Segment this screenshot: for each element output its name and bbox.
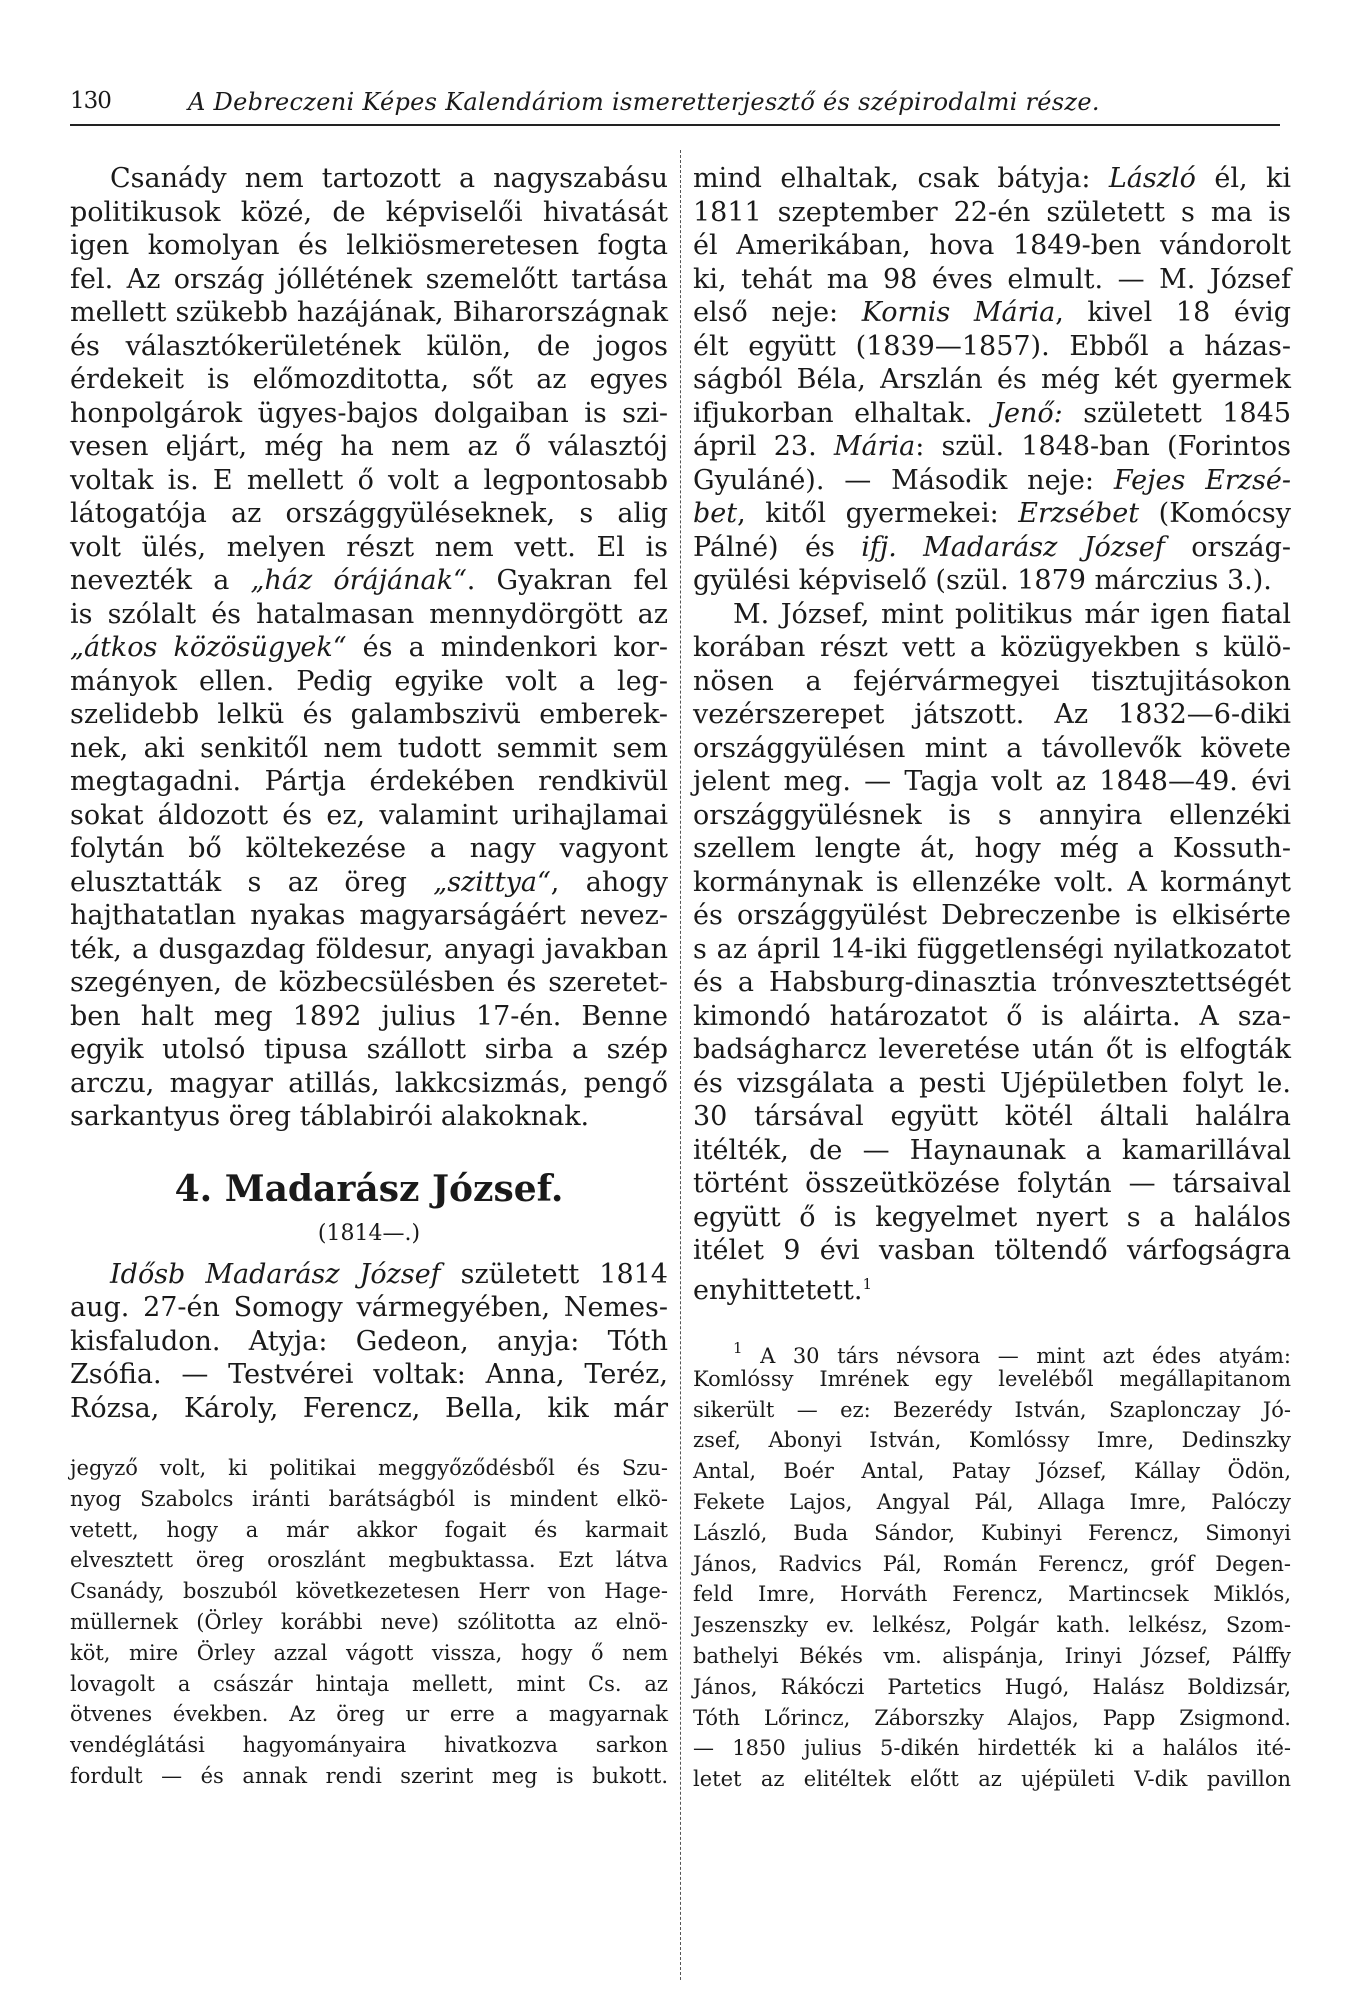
- italic-text: „átkos közösügyek“: [70, 632, 347, 663]
- section-heading: 4. Madarász József.: [174, 1167, 564, 1210]
- text-line: és a Habsburg-dinasztia trónvesztettségét: [693, 967, 1291, 998]
- text-run: A 30 társ névsora — mint azt édes atyám:: [760, 1344, 1291, 1368]
- paragraph-madarasz-intro: [70, 1258, 668, 1426]
- text-run: (Komócsy: [1139, 498, 1291, 529]
- text-run: , ahogy: [550, 866, 668, 898]
- text-line: és országgyülést Debreczenbe is elkisérte: [693, 900, 1291, 931]
- footnote-line: lovagolt a császár hintaja mellett, mint Cs. az: [70, 1671, 668, 1696]
- text-line: szelidebb lelkü és galambszivü emberek-: [70, 699, 668, 730]
- text-line: Csanády nem tartozott a nagyszabásu: [110, 163, 668, 194]
- footnote-line: zsef, Abonyi István, Komlóssy Imre, Dedinszky: [693, 1428, 1291, 1453]
- text-line: aug. 27-én Somogy vármegyében, Nemes-: [70, 1292, 668, 1323]
- continued-footnote: [70, 1453, 668, 1792]
- text-run: Gyuláné). — Második neje:: [693, 464, 1114, 496]
- text-line: [70, 866, 668, 900]
- text-line: megtagadni. Pártja érdekében rendkivül: [70, 766, 668, 797]
- italic-text: bet: [693, 498, 738, 529]
- text-line: [693, 397, 1291, 431]
- footnote: [693, 1333, 1291, 1795]
- footnote-line: letet az elitéltek előtt az ujépületi V-dik pavillon: [693, 1767, 1291, 1792]
- text-line: nek, aki senkitől nem tudott semmit sem: [70, 732, 668, 764]
- italic-text: Erzsébet: [1018, 498, 1140, 529]
- text-line: politikusok közé, de képviselői hivatását: [70, 196, 668, 228]
- text-line: is szólalt és hatalmasan mennydörgött az: [70, 598, 668, 630]
- text-line: szegényen, de közbecsülésben és szeretet-: [70, 967, 668, 998]
- text-line: badságharcz leveretése után őt is elfogták: [693, 1034, 1291, 1065]
- paragraph-family: [693, 162, 1291, 598]
- text-run: első neje:: [693, 297, 862, 328]
- text-run: nevezték a: [70, 565, 251, 596]
- text-line: együtt ő is kegyelmet nyert s a halálos: [693, 1201, 1291, 1233]
- text-run: . Gyakran fel: [466, 565, 668, 596]
- text-line: [693, 1268, 1291, 1306]
- footnote-line: — 1850 julius 5-dikén hirdették ki a halálos ité-: [693, 1736, 1291, 1761]
- footnote-line: ötvenes években. Az öreg ur erre a magyarnak: [70, 1702, 668, 1727]
- footnote-line: bathelyi Békés vm. alispánja, Irinyi József, Pálffy: [693, 1643, 1291, 1668]
- text-line: [693, 162, 1291, 196]
- text-line: [693, 464, 1291, 498]
- footnote-line: Antal, Boér Antal, Patay József, Kállay Ödön,: [693, 1459, 1291, 1484]
- footnote-line: Fekete Lajos, Angyal Pál, Allaga Imre, Palóczy: [693, 1489, 1291, 1514]
- text-line: ságból Béla, Arszlán és még két gyermek: [693, 364, 1291, 395]
- footnote-line: müllernek (Örley korábbi neve) szólitotta az elnö-: [70, 1609, 668, 1634]
- text-run: , kivel 18 évig: [1055, 297, 1291, 328]
- text-line: Rózsa, Károly, Ferencz, Bella, kik már: [70, 1392, 668, 1424]
- text-run: él, ki: [1195, 163, 1291, 194]
- text-line: volt ülés, melyen részt nem vett. El is: [70, 531, 668, 563]
- italic-text: ifj. Madarász József: [861, 531, 1165, 563]
- footnote-line: elvesztett öreg oroszlánt megbuktassa. Ezt látva: [70, 1548, 668, 1573]
- footnote-line: [693, 1333, 1291, 1368]
- italic-text: „szittya“: [433, 866, 551, 898]
- text-line: gyülési képviselő (szül. 1879 márczius 3.).: [693, 565, 1272, 596]
- text-line: [70, 564, 668, 598]
- text-line: mellett szükebb hazájának, Biharországnak: [70, 297, 668, 328]
- text-line: szellem lengte át, hogy még a Kossuth-: [693, 833, 1291, 864]
- text-line: vesen eljárt, még ha nem az ő választój: [70, 431, 668, 462]
- italic-text: Jenő:: [993, 397, 1063, 429]
- text-line: hajthatatlan nyakas magyarságáért nevez-: [70, 900, 668, 931]
- text-line: kormánynak is ellenzéke volt. A kormányt: [693, 866, 1291, 898]
- text-line: látogatója az országgyüléseknek, s alig: [70, 498, 668, 529]
- text-line: Zsófia. — Testvérei voltak: Anna, Teréz,: [70, 1359, 668, 1390]
- text-line: arczu, magyar atillás, lakkcsizmás, pengő: [70, 1067, 668, 1099]
- text-line: 30 társával együtt kötél általi halálra: [693, 1101, 1291, 1132]
- text-line: korában részt vett a közügyekben s külö-: [693, 632, 1291, 663]
- text-line: itélték, de — Haynaunak a kamarillával: [693, 1134, 1291, 1166]
- italic-text: „ház órájának“: [250, 565, 467, 596]
- text-line: sarkantyus öreg táblabirói alakoknak.: [70, 1101, 590, 1132]
- footnote-line: vendéglátási hagyományaira hivatkozva sarkon: [70, 1733, 668, 1758]
- footnote-line: köt, mire Örley azzal vágott vissza, hogy ő nem: [70, 1640, 668, 1665]
- footnote-line: fordult — és annak rendi szerint meg is bukott.: [70, 1763, 668, 1788]
- text-line: voltak is. E mellett ő volt a legpontosabb: [70, 464, 668, 496]
- text-line: folytán bő költekezése a nagy vagyont: [70, 833, 668, 864]
- running-header: [70, 88, 1280, 128]
- footnote-line: Tóth Lőrincz, Záborszky Alajos, Papp Zsigmond.: [693, 1705, 1291, 1730]
- text-line: M. József, mint politikus már igen fiatal: [733, 598, 1291, 630]
- italic-text: Mária: [833, 431, 916, 462]
- text-line: [693, 531, 1291, 565]
- paragraph-csanady: [70, 162, 668, 1134]
- text-line: [70, 1258, 668, 1292]
- footnote-line: János, Rákóczi Partetics Hugó, Halász Boldizsár,: [693, 1674, 1291, 1699]
- section-dates: (1814—.): [317, 1220, 421, 1246]
- italic-text: László: [1108, 163, 1196, 194]
- text-line: s az ápril 14-iki függetlenségi nyilatkozatot: [693, 933, 1291, 965]
- text-run: ápril 23.: [693, 431, 834, 462]
- text-line: országgyülésnek is s annyira ellenzéki: [693, 799, 1291, 831]
- text-run: született 1845: [1062, 397, 1291, 429]
- right-column: [693, 162, 1291, 1795]
- text-line: mányok ellen. Pedig egyike volt a leg-: [70, 665, 668, 697]
- text-run: elusztatták s az öreg: [70, 866, 434, 898]
- text-line: [70, 631, 668, 665]
- text-line: élt együtt (1839—1857). Ebből a házas-: [693, 330, 1291, 362]
- text-line: ben halt meg 1892 julius 17-én. Benne: [70, 1000, 668, 1032]
- text-line: igen komolyan és lelkiösmeretesen fogta: [70, 230, 668, 261]
- footnote-line: Komlóssy Imrének egy leveléből megállapitanom: [693, 1366, 1291, 1391]
- left-column: [70, 162, 668, 1792]
- footnote-line: sikerült — ez: Bezerédy István, Szaplonczay Jó-: [693, 1397, 1291, 1422]
- text-line: kisfaludon. Atyja: Gedeon, anyja: Tóth: [70, 1325, 668, 1357]
- text-line: [693, 296, 1291, 330]
- text-run: született 1814: [440, 1258, 668, 1290]
- running-title: A Debreczeni Képes Kalendáriom ismeretterjesztő és szépirodalmi része.: [188, 88, 1100, 116]
- text-line: történt összeütközése folytán — társaival: [693, 1168, 1291, 1199]
- text-line: honpolgárok ügyes-bajos dolgaiban is szi-: [70, 397, 668, 429]
- italic-text: Kornis Mária: [861, 297, 1056, 328]
- text-run: és a mindenkori kor-: [346, 632, 668, 663]
- column-divider: [680, 150, 681, 1980]
- text-run: Pálné) és: [693, 531, 862, 563]
- text-line: érdekeit is előmozditotta, sőt az egyes: [70, 364, 668, 395]
- text-run: mind elhaltak, csak bátyja:: [693, 163, 1109, 194]
- text-run: ifjukorban elhaltak.: [693, 397, 994, 429]
- italic-text: Fejes Erzsé-: [1113, 464, 1291, 496]
- footnote-line: János, Radvics Pál, Román Ferencz, gróf Degen-: [693, 1551, 1291, 1576]
- text-line: ki, tehát ma 98 éves elmult. — M. József: [693, 263, 1291, 295]
- footnote-line: vetett, hogy a már akkor fogait és karmait: [70, 1517, 668, 1542]
- text-line: sokat áldozott és ez, valamint urihajlamai: [70, 799, 668, 831]
- text-line: [693, 497, 1291, 531]
- text-line: ték, a dusgazdag földesur, anyagi javakban: [70, 933, 668, 965]
- footnote-line: Csanády, boszuból következetesen Herr von Hage-: [70, 1579, 668, 1604]
- footnote-line: László, Buda Sándor, Kubinyi Ferencz, Simonyi: [693, 1520, 1291, 1545]
- text-line: 1811 szeptember 22-én született s ma is: [693, 196, 1291, 228]
- text-line: nösen a fejérvármegyei tisztujitásokon: [693, 665, 1291, 697]
- footnote-marker: 1: [733, 1339, 743, 1357]
- text-line: kimondó határozatot ő is aláirta. A sza-: [693, 1000, 1291, 1032]
- paragraph-politics: [693, 598, 1291, 1306]
- text-line: és választókerületének külön, de jogos: [70, 330, 668, 362]
- header-rule: [70, 124, 1280, 126]
- footnote-line: jegyző volt, ki politikai meggyőződésből és Szu-: [70, 1456, 668, 1480]
- text-line: él Amerikában, hova 1849-ben vándorolt: [693, 230, 1291, 261]
- text-run: enyhittetett.: [693, 1274, 863, 1306]
- italic-text: Idősb Madarász József: [110, 1258, 441, 1290]
- footnote-reference[interactable]: 1: [862, 1274, 872, 1293]
- text-line: [693, 430, 1291, 464]
- text-run: : szül. 1848-ban (Forintos: [915, 431, 1291, 462]
- text-line: fel. Az ország jóllétének szemelőtt tartása: [70, 263, 668, 295]
- text-line: országgyülésen mint a távollevők követe: [693, 732, 1291, 764]
- footnote-line: nyog Szabolcs iránti barátságból is mindent elkö-: [70, 1486, 668, 1511]
- text-line: vezérszerepet játszott. Az 1832—6-diki: [693, 699, 1291, 730]
- text-run: ország-: [1164, 531, 1291, 563]
- text-line: és vizsgálata a pesti Ujépületben folyt le.: [693, 1067, 1291, 1099]
- text-line: egyik utolsó tipusa szállott sirba a szép: [70, 1034, 668, 1065]
- text-line: jelent meg. — Tagja volt az 1848—49. évi: [693, 766, 1291, 797]
- text-line: itélet 9 évi vasban töltendő várfogságra: [693, 1235, 1291, 1266]
- text-run: , kitől gyermekei:: [737, 498, 1019, 529]
- page-number: 130: [70, 88, 111, 114]
- footnote-line: Jeszenszky ev. lelkész, Polgár kath. lelkész, Szom-: [693, 1613, 1291, 1638]
- footnote-line: feld Imre, Horváth Ferencz, Martincsek Miklós,: [693, 1582, 1291, 1607]
